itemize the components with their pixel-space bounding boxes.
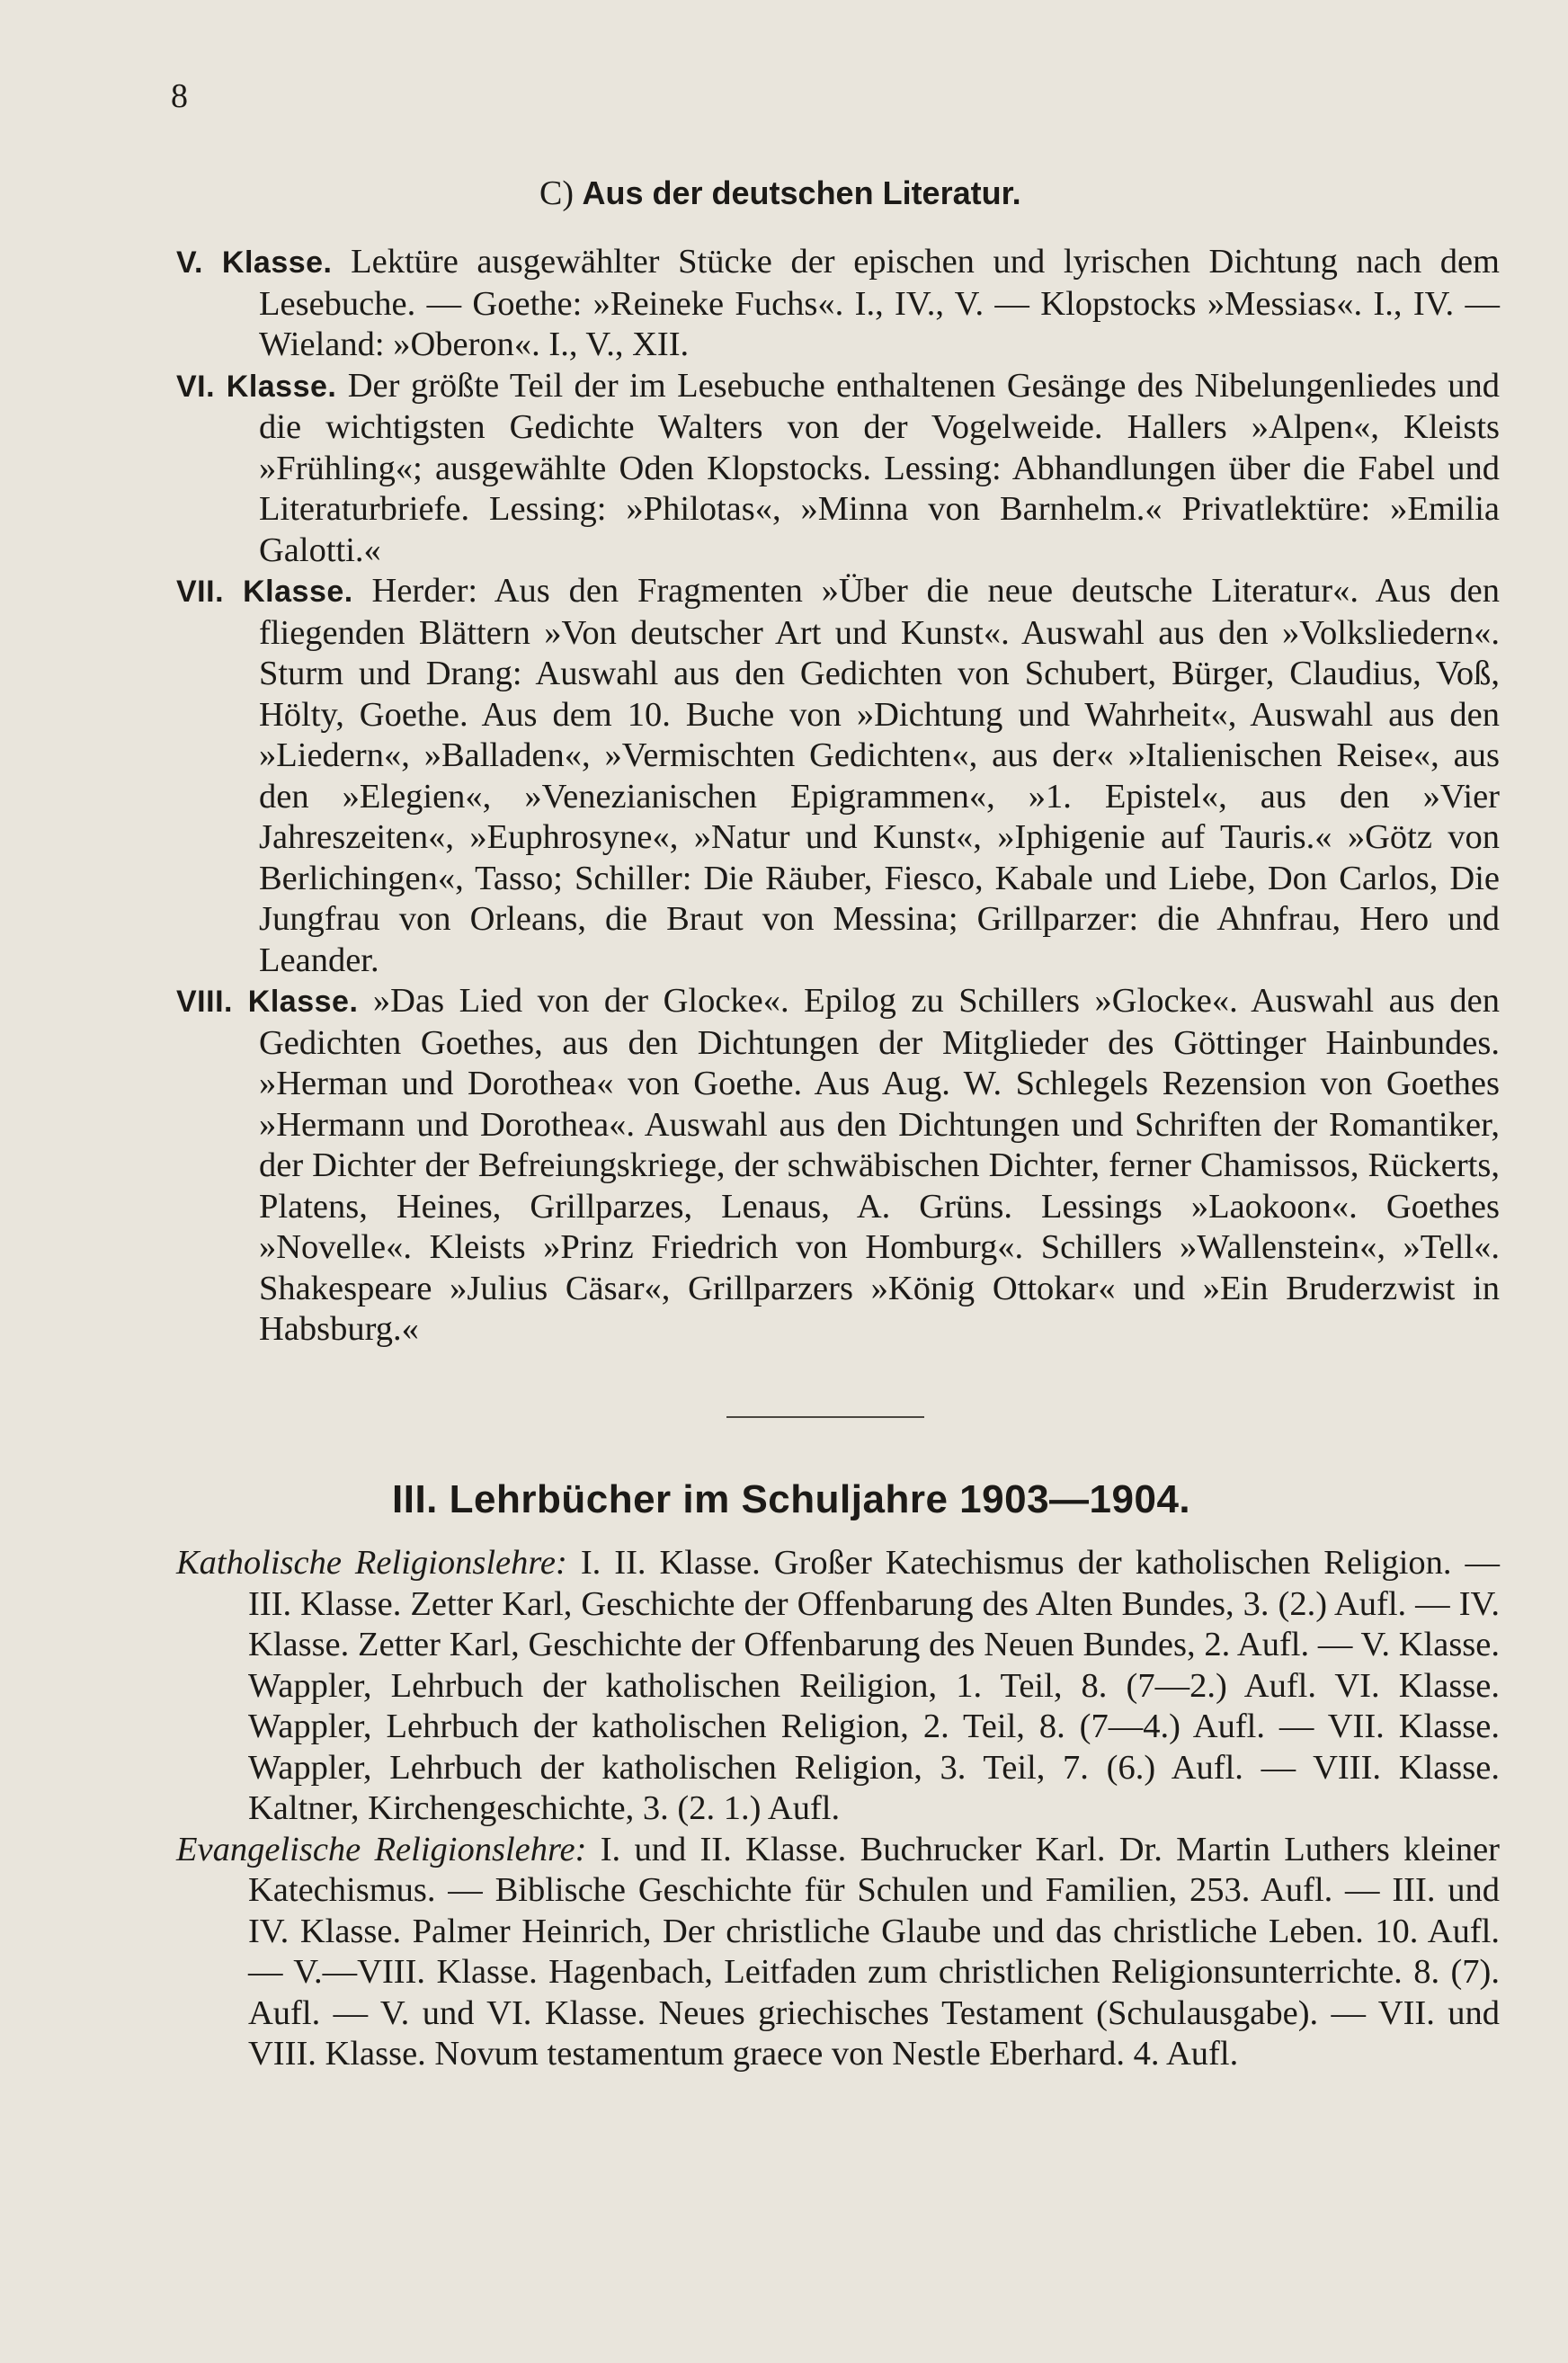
section-divider	[726, 1416, 924, 1418]
klasse-vi-entry	[176, 366, 1500, 572]
klasse-v-label: V. Klasse.	[176, 245, 333, 280]
section-c-prefix: C)	[539, 174, 574, 212]
klasse-v-text: Lektüre ausgewählter Stücke der epischen und lyrischen Dichtung nach dem Lesebuche. — Goethe: »Reineke Fuchs«. I., IV., V. — Klopstocks »Messias«. I., IV. — Wieland: »Oberon«. I., V., XII.	[259, 243, 1500, 363]
katholische-religionslehre-entry	[176, 1543, 1500, 1830]
evangelische-religionslehre-label: Evangelische Religionslehre:	[176, 1830, 587, 1868]
klasse-vii-entry	[176, 571, 1500, 981]
katholische-religionslehre-text: I. II. Klasse. Großer Katechismus der katholischen Religion. — III. Klasse. Zetter Karl, Geschichte der Offenbarung des Alten Bundes, 3. (2.) Aufl. — IV. Klasse. Zetter Karl, Geschichte der Offenbarung des Neuen Bundes, 2. Aufl. — V. Klasse. Wappler, Lehrbuch der katholischen Reiligion, 1. Teil, 8. (7—2.) Aufl. VI. Klasse. Wappler, Lehrbuch der katholischen Religion, 2. Teil, 8. (7—4.) Aufl. — VII. Klasse. Wappler, Lehrbuch der katholischen Religion, 3. Teil, 7. (6.) Aufl. — VIII. Klasse. Kaltner, Kirchengeschichte, 3. (2. 1.) Aufl.	[248, 1544, 1501, 1827]
section-c-body	[176, 242, 1500, 1351]
page-number: 8	[171, 77, 188, 115]
section-c-heading	[539, 176, 1021, 210]
klasse-vii-text: Herder: Aus den Fragmenten »Über die neue deutsche Literatur«. Aus den fliegenden Blättern »Von deutscher Art und Kunst«. Auswahl aus den »Volksliedern«. Sturm und Drang: Auswahl aus den Gedichten von Schubert, Bürger, Claudius, Voß, Hölty, Goethe. Aus dem 10. Buche von »Dichtung und Wahrheit«, Auswahl aus den »Liedern«, »Balladen«, »Vermischten Gedichten«, aus der« »Italienischen Reise«, aus den »Elegien«, »Venezianischen Epigrammen«, »1. Epistel«, aus den »Vier Jahreszeiten«, »Euphrosyne«, »Natur und Kunst«, »Iphigenie auf Tauris.« »Götz von Berlichingen«, Tasso; Schiller: Die Räuber, Fiesco, Kabale und Liebe, Don Carlos, Die Jungfrau von Orleans, die Braut von Messina; Grillparzer: die Ahnfrau, Hero und Leander.	[259, 572, 1501, 979]
evangelische-religionslehre-text: I. und II. Klasse. Buchrucker Karl. Dr. Martin Luthers kleiner Katechismus. — Biblische Geschichte für Schulen und Familien, 253. Aufl. — III. und IV. Klasse. Palmer Heinrich, Der christliche Glaube und das christliche Leben. 10. Aufl. — V.—VIII. Klasse. Hagenbach, Leitfaden zum christlichen Religionsunterrichte. 8. (7). Aufl. — V. und VI. Klasse. Neues griechisches Testament (Schulausgabe). — VII. und VIII. Klasse. Novum testamentum graece von Nestle Eberhard. 4. Aufl.	[248, 1830, 1500, 2073]
evangelische-religionslehre-entry	[176, 1830, 1500, 2075]
section-c-title: Aus der deutschen Literatur.	[582, 174, 1021, 211]
klasse-viii-text: »Das Lied von der Glocke«. Epilog zu Schillers »Glocke«. Auswahl aus den Gedichten Goethes, aus den Dichtungen der Mitglieder des Göttinger Hainbundes. »Herman und Dorothea« von Goethe. Aus Aug. W. Schlegels Rezension von Goethes »Hermann und Dorothea«. Auswahl aus den Dichtungen und Schriften der Romantiker, der Dichter der Befreiungskriege, der schwäbischen Dichter, ferner Chamissos, Rückerts, Platens, Heines, Grillparzes, Lenaus, A. Grüns. Lessings »Laokoon«. Goethes »Novelle«. Kleists »Prinz Friedrich von Homburg«. Schillers »Wallenstein«, »Tell«. Shakespeare »Julius Cäsar«, Grillparzers »König Ottokar« und »Ein Bruderzwist in Habsburg.«	[259, 982, 1500, 1348]
klasse-viii-label: VIII. Klasse.	[176, 985, 359, 1019]
klasse-viii-entry	[176, 981, 1500, 1351]
klasse-vii-label: VII. Klasse.	[176, 575, 353, 609]
klasse-v-entry	[176, 242, 1500, 366]
section-iii-heading: III. Lehrbücher im Schuljahre 1903—1904.	[392, 1477, 1191, 1521]
section-iii-body	[176, 1543, 1500, 2075]
katholische-religionslehre-label: Katholische Religionslehre:	[176, 1544, 567, 1582]
klasse-vi-text: Der größte Teil der im Lesebuche enthaltenen Gesänge des Nibelungenliedes und die wichtigsten Gedichte Walters von der Vogelweide. Hallers »Alpen«, Kleists »Frühling«; ausgewählte Oden Klopstocks. Lessing: Abhandlungen über die Fabel und Literaturbriefe. Lessing: »Philotas«, »Minna von Barnhelm.« Privatlektüre: »Emilia Galotti.«	[259, 366, 1501, 569]
klasse-vi-label: VI. Klasse.	[176, 369, 337, 404]
